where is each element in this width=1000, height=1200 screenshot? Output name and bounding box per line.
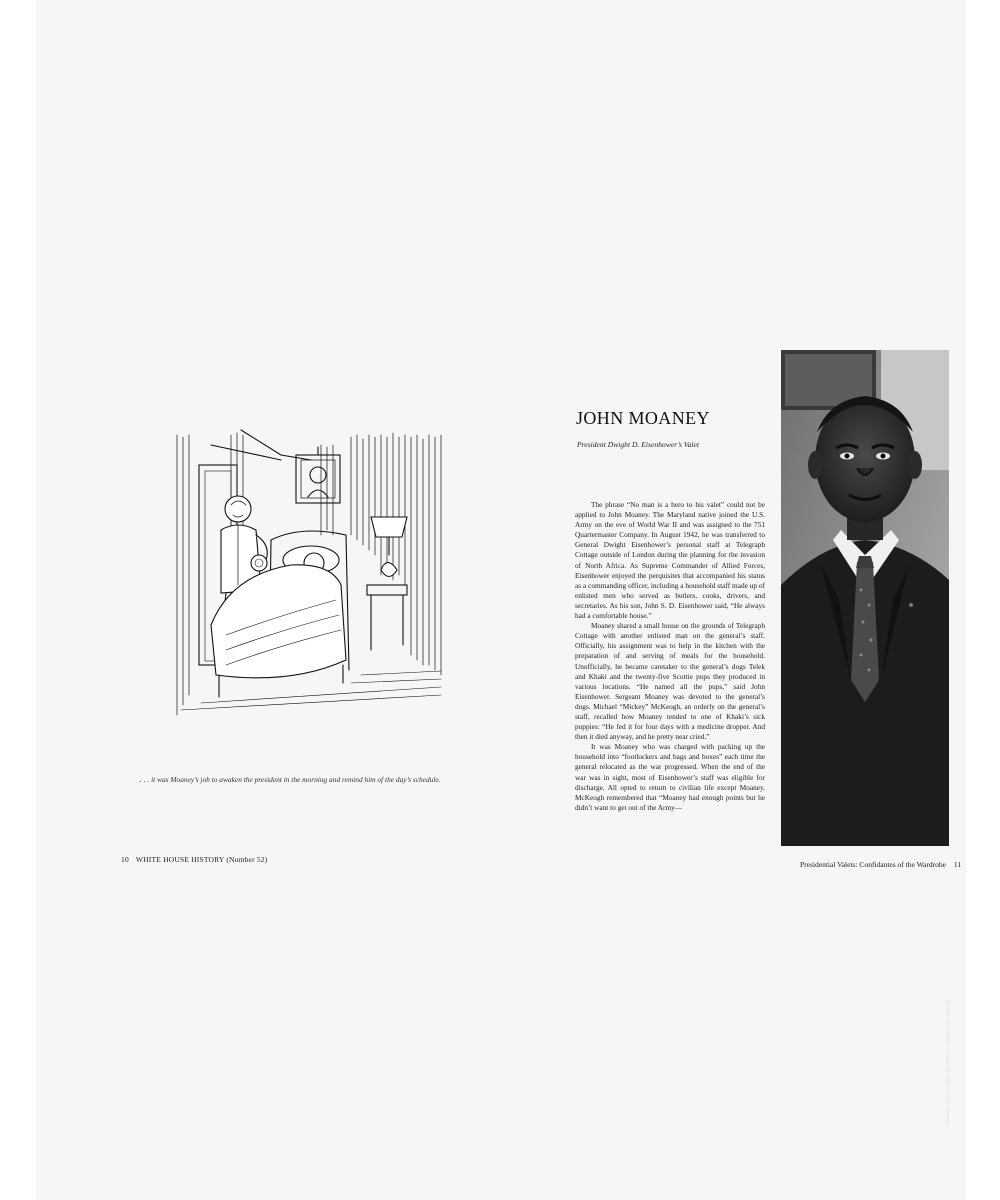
article-body — [575, 500, 765, 850]
left-page-number: 10 — [121, 855, 129, 864]
left-running-head: WHITE HOUSE HISTORY (Number 52) — [135, 855, 268, 864]
right-page-number: 11 — [953, 860, 962, 869]
left-page-footer — [121, 855, 267, 864]
article-title: JOHN MOANEY — [576, 408, 710, 428]
article-subtitle: President Dwight D. Eisenhower’s Valet — [577, 440, 699, 449]
right-page-footer — [800, 860, 961, 869]
magazine-spread — [36, 0, 966, 1200]
body-paragraph: Moaney shared a small house on the grounds of Telegraph Cottage with another enlisted man on the general’s staff. Officially, his assignment was to help in the kitchen with the preparation of and serving of meals for the household. Unofficially, he became caretaker to the general’s dogs Telek and Khaki and the twenty-five Scottie pups they produced in various locations. “He named all the pups,” said John Eisenhower. Sergeant Moaney was devoted to the general’s dogs. Michael “Mickey” McKeogh, an orderly on the general’s staff, recalled how Moaney tended to one of Khaki’s sick puppies: “He fed it for four days with a medicine dropper. And then it died anyway, and he pretty near cried.” — [575, 621, 765, 742]
body-paragraph: The phrase “No man is a hero to his valet” could not be applied to John Moaney. The Maryland native joined the U.S. Army on the eve of World War II and was assigned to the 751 Quartermaster Company. In August 1942, he was transferred to General Dwight Eisenhower’s personal staff at Telegraph Cottage outside of London during the planning for the invasion of North Africa. As Supreme Commander of Allied Forces, Eisenhower enjoyed the perquisites that accompanied his status as a commanding officer, including a household staff made up of enlisted men who served as butlers, cooks, drivers, and secretaries. As his son, John S. D. Eisenhower said, “He always had a comfortable house.” — [575, 500, 765, 621]
valet-wakes-president-illustration — [171, 425, 451, 725]
right-running-head: Presidential Valets: Confidantes of the Wardrobe — [800, 860, 946, 869]
photo-credit: DWIGHT D. EISENHOWER PRESIDENTIAL LIBRARY AND MUSEUM — [945, 1000, 950, 1126]
illustration-caption: . . . it was Moaney’s job to awaken the president in the morning and remind him of the day’s schedule. — [140, 775, 441, 784]
body-paragraph: It was Moaney who was charged with packing up the household into “footlockers and bags and boxes” each time the general relocated as the war progressed. When the end of the war was in sight, most of Eisenhower’s staff was eligible for discharge. All opted to return to civilian life except Moaney. McKeogh remembered that “Moaney had enough points but he didn’t want to get out of the Army— — [575, 742, 765, 812]
